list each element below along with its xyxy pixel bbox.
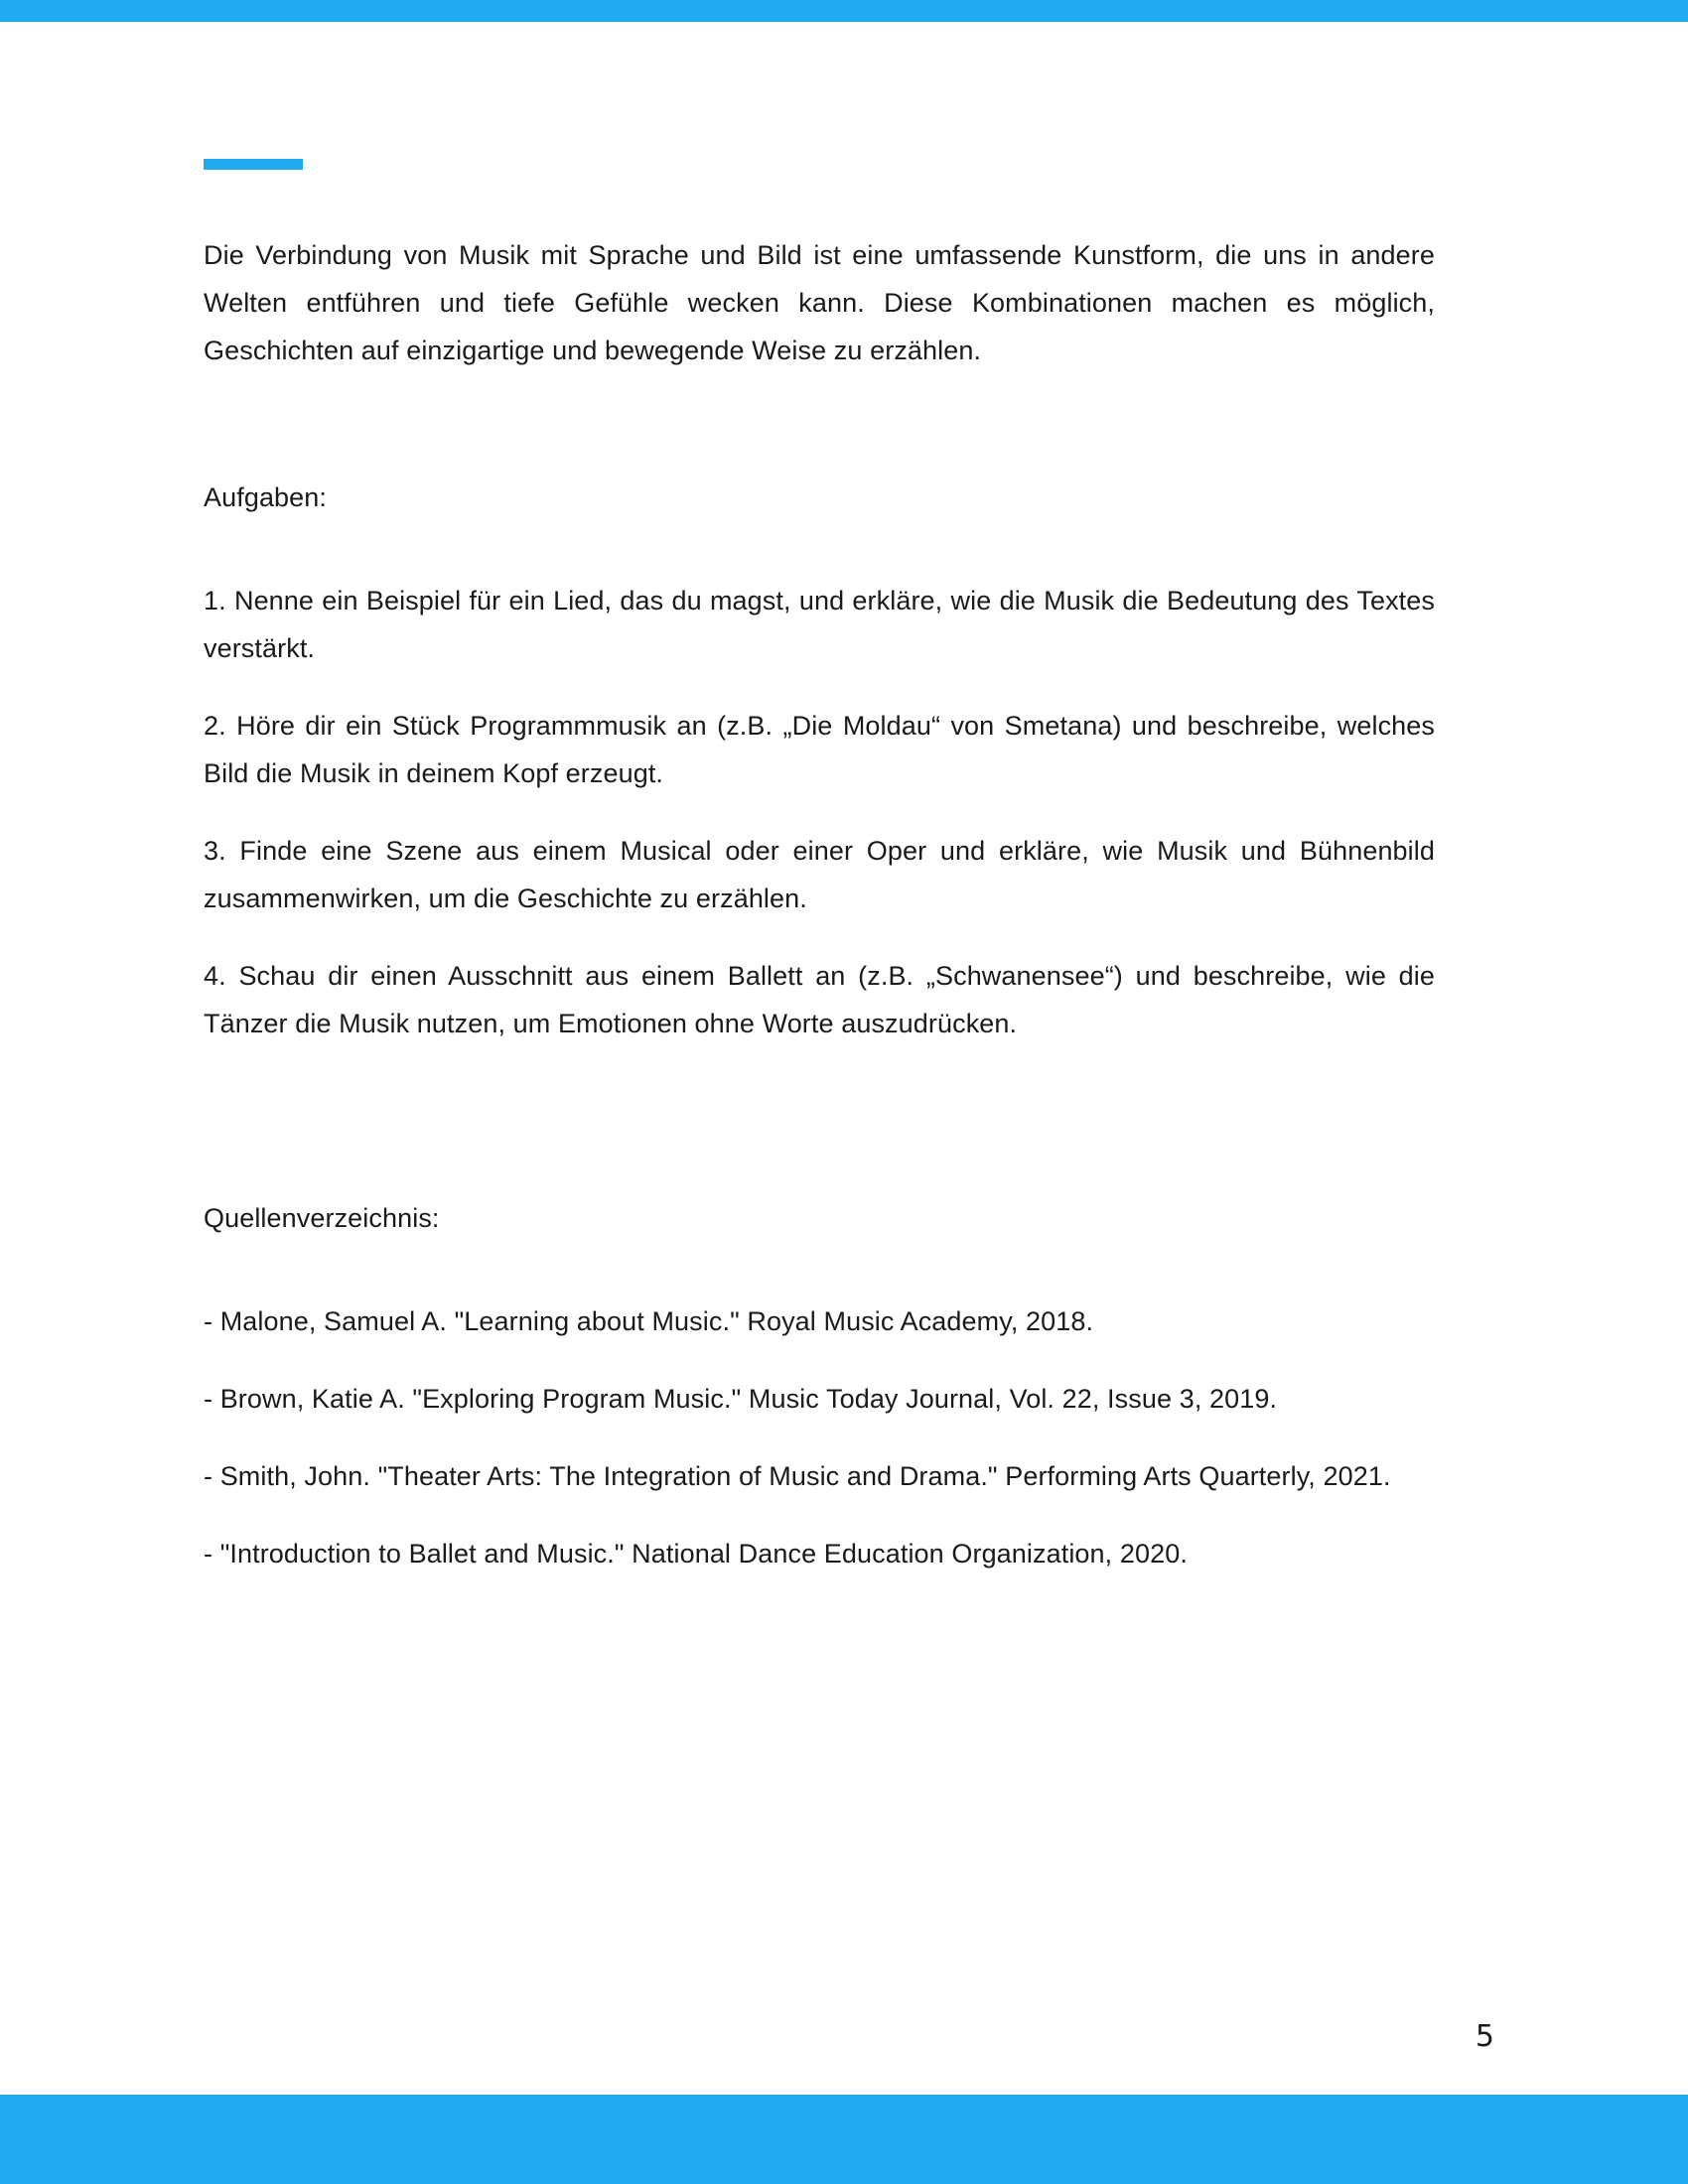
source-item-3: - Smith, John. "Theater Arts: The Integration of Music and Drama." Performing Arts Quarterly, 2021. [204, 1461, 1391, 1491]
task-item-3: 3. Finde eine Szene aus einem Musical oder einer Oper und erkläre, wie Musik und Bühnenbild zusammenwirken, um die Geschichte zu erzählen. [204, 836, 1435, 913]
bottom-accent-bar [0, 2095, 1688, 2184]
spacer [204, 1345, 1435, 1375]
source-item-4: - "Introduction to Ballet and Music." National Dance Education Organization, 2020. [204, 1539, 1188, 1569]
intro-paragraph: Die Verbindung von Musik mit Sprache und Bild ist eine umfassende Kunstform, die uns in andere Welten entführen und tiefe Gefühle wecken kann. Diese Kombinationen machen es möglich, Geschichten auf einzigartige und bewegende Weise zu erzählen. [204, 240, 1435, 365]
spacer [204, 672, 1435, 702]
page-content [204, 159, 1435, 1577]
spacer [204, 922, 1435, 952]
page-number: 5 [1475, 2019, 1494, 2054]
source-item-2: - Brown, Katie A. "Exploring Program Music." Music Today Journal, Vol. 22, Issue 3, 2019. [204, 1384, 1278, 1414]
source-item-1: - Malone, Samuel A. "Learning about Music." Royal Music Academy, 2018. [204, 1306, 1094, 1336]
top-accent-bar [0, 0, 1688, 22]
spacer [204, 1500, 1435, 1530]
sources-heading: Quellenverzeichnis: [204, 1203, 440, 1233]
spacer [204, 374, 1435, 474]
accent-rule-divider [204, 159, 303, 170]
task-item-4: 4. Schau dir einen Ausschnitt aus einem Ballett an (z.B. „Schwanensee“) und beschreibe, wie die Tänzer die Musik nutzen, um Emotionen ohne Worte auszudrücken. [204, 961, 1435, 1038]
task-item-1: 1. Nenne ein Beispiel für ein Lied, das du magst, und erkläre, wie die Musik die Bedeutung des Textes verstärkt. [204, 586, 1435, 663]
spacer [204, 1423, 1435, 1452]
tasks-heading: Aufgaben: [204, 482, 328, 512]
spacer [204, 1242, 1435, 1297]
spacer [204, 797, 1435, 827]
spacer [204, 1047, 1435, 1194]
task-item-2: 2. Höre dir ein Stück Programmmusik an (z.B. „Die Moldau“ von Smetana) und beschreibe, welches Bild die Musik in deinem Kopf erzeugt. [204, 711, 1435, 788]
spacer [204, 521, 1435, 577]
